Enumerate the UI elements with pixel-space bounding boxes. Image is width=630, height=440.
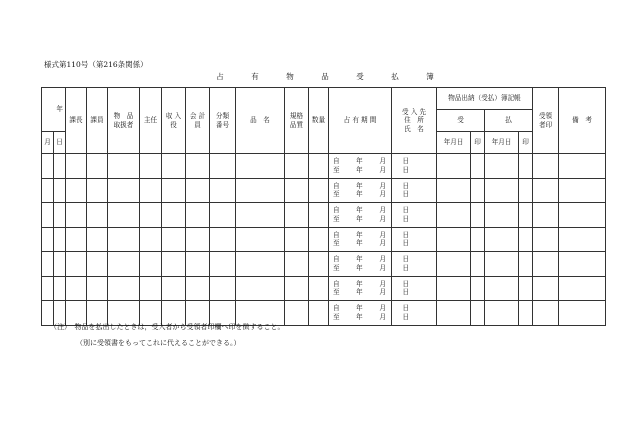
table-cell[interactable] [54, 178, 66, 203]
table-cell[interactable] [285, 227, 309, 252]
occupancy-period-cell[interactable] [329, 276, 415, 301]
receive-header: 受 [437, 110, 485, 132]
table-cell[interactable] [309, 203, 329, 228]
table-cell[interactable] [437, 178, 471, 203]
occupancy-period-cell[interactable] [329, 301, 415, 326]
period-to: 至 年 月 日 [333, 190, 415, 199]
table-cell[interactable] [559, 276, 606, 301]
table-cell[interactable] [54, 252, 66, 277]
table-cell[interactable] [162, 178, 186, 203]
table-cell[interactable] [471, 227, 485, 252]
table-cell[interactable] [485, 227, 519, 252]
table-cell[interactable] [210, 203, 236, 228]
table-cell[interactable] [533, 301, 559, 326]
table-cell[interactable] [533, 178, 559, 203]
table-cell[interactable] [42, 252, 54, 277]
table-row [42, 227, 606, 252]
table-cell[interactable] [533, 276, 559, 301]
table-cell[interactable] [140, 276, 162, 301]
table-cell[interactable] [162, 154, 186, 179]
table-cell[interactable] [162, 276, 186, 301]
table-cell[interactable] [108, 227, 140, 252]
table-cell[interactable] [42, 276, 54, 301]
occupancy-period-cell[interactable] [329, 178, 415, 203]
table-cell[interactable] [519, 227, 533, 252]
table-cell[interactable] [186, 252, 210, 277]
table-cell[interactable] [559, 178, 606, 203]
table-cell[interactable] [309, 276, 329, 301]
table-cell[interactable] [519, 276, 533, 301]
table-cell[interactable] [210, 252, 236, 277]
table-cell[interactable] [285, 178, 309, 203]
period-to: 至 年 月 日 [333, 165, 415, 174]
form-number: 様式第110号（第216条関係） [44, 60, 148, 69]
table-cell[interactable] [236, 203, 285, 228]
table-cell[interactable] [108, 154, 140, 179]
table-cell[interactable] [66, 154, 87, 179]
table-cell[interactable] [533, 203, 559, 228]
period-from: 自 年 月 日 [333, 206, 415, 215]
table-cell[interactable] [186, 227, 210, 252]
table-cell[interactable] [519, 178, 533, 203]
table-cell[interactable] [533, 252, 559, 277]
table-cell[interactable] [471, 301, 485, 326]
chief-header: 主任 [140, 88, 162, 154]
table-cell[interactable] [66, 178, 87, 203]
table-cell[interactable] [42, 178, 54, 203]
table-cell[interactable] [437, 154, 471, 179]
table-cell[interactable] [485, 276, 519, 301]
table-cell[interactable] [533, 227, 559, 252]
pay-seal-header: 印 [519, 132, 533, 154]
table-cell[interactable] [471, 276, 485, 301]
table-cell[interactable] [162, 203, 186, 228]
table-row [42, 178, 606, 203]
month-header: 月 [42, 132, 54, 154]
table-cell[interactable] [285, 154, 309, 179]
table-cell[interactable] [559, 252, 606, 277]
table-cell[interactable] [519, 301, 533, 326]
table-cell[interactable] [285, 252, 309, 277]
table-cell[interactable] [437, 203, 471, 228]
table-cell[interactable] [140, 252, 162, 277]
table-cell[interactable] [87, 252, 108, 277]
item-name-header: 品 名 [236, 88, 285, 154]
year-header: 年 [42, 88, 66, 132]
table-cell[interactable] [210, 276, 236, 301]
table-cell[interactable] [471, 203, 485, 228]
table-cell[interactable] [210, 178, 236, 203]
pay-date-header: 年月日 [485, 132, 519, 154]
table-cell[interactable] [186, 276, 210, 301]
page-title: 占 有 物 品 受 払 簿 [216, 72, 444, 81]
remarks-header: 備 考 [559, 88, 606, 154]
table-cell[interactable] [186, 203, 210, 228]
table-cell[interactable] [471, 178, 485, 203]
period-to: 至 年 月 日 [333, 263, 415, 272]
table-cell[interactable] [471, 154, 485, 179]
table-cell[interactable] [471, 252, 485, 277]
quantity-header: 数量 [309, 88, 329, 154]
ledger-table [41, 87, 606, 326]
staff-header: 課員 [87, 88, 108, 154]
table-cell[interactable] [309, 252, 329, 277]
table-cell[interactable] [559, 203, 606, 228]
table-cell[interactable] [42, 227, 54, 252]
table-cell[interactable] [54, 154, 66, 179]
receive-date-header: 年月日 [437, 132, 471, 154]
table-cell[interactable] [437, 227, 471, 252]
table-row [42, 252, 606, 277]
table-cell[interactable] [236, 276, 285, 301]
period-from: 自 年 月 日 [333, 255, 415, 264]
period-to: 至 年 月 日 [333, 239, 415, 248]
table-cell[interactable] [210, 227, 236, 252]
spec-header: 規格 品質 [285, 88, 309, 154]
table-cell[interactable] [66, 252, 87, 277]
table-cell[interactable] [236, 252, 285, 277]
table-cell[interactable] [437, 276, 471, 301]
period-from: 自 年 月 日 [333, 279, 415, 288]
table-cell[interactable] [485, 203, 519, 228]
table-cell[interactable] [559, 301, 606, 326]
table-cell[interactable] [309, 301, 329, 326]
table-cell[interactable] [66, 276, 87, 301]
table-cell[interactable] [162, 252, 186, 277]
period-from: 自 年 月 日 [333, 304, 415, 313]
table-cell[interactable] [309, 227, 329, 252]
table-cell[interactable] [309, 178, 329, 203]
table-row [42, 276, 606, 301]
table-cell[interactable] [108, 276, 140, 301]
pay-header: 払 [485, 110, 533, 132]
note-line-1: （注） 物品を払出したときは，受入者から受領者印欄へ印を徴すること。 [50, 323, 285, 331]
collection-header: 収 入 役 [162, 88, 186, 154]
table-cell[interactable] [285, 276, 309, 301]
table-cell[interactable] [485, 252, 519, 277]
ledger-group-header: 物品出納（受払）簿記帳 [437, 88, 533, 110]
occupancy-period-cell[interactable] [329, 252, 415, 277]
table-cell[interactable] [186, 154, 210, 179]
table-cell[interactable] [210, 154, 236, 179]
table-cell[interactable] [42, 154, 54, 179]
table-cell[interactable] [87, 178, 108, 203]
table-cell[interactable] [285, 203, 309, 228]
table-cell[interactable] [285, 301, 309, 326]
occupancy-period-cell[interactable] [329, 154, 415, 179]
table-cell[interactable] [485, 178, 519, 203]
table-cell[interactable] [54, 276, 66, 301]
period-from: 自 年 月 日 [333, 181, 415, 190]
table-cell[interactable] [309, 154, 329, 179]
period-from: 自 年 月 日 [333, 230, 415, 239]
table-cell[interactable] [162, 227, 186, 252]
table-cell[interactable] [140, 203, 162, 228]
period-to: 至 年 月 日 [333, 214, 415, 223]
table-cell[interactable] [87, 276, 108, 301]
table-cell[interactable] [66, 227, 87, 252]
table-cell[interactable] [485, 301, 519, 326]
table-cell[interactable] [437, 252, 471, 277]
table-cell[interactable] [140, 227, 162, 252]
table-cell[interactable] [485, 154, 519, 179]
accounting-header: 会 計 員 [186, 88, 210, 154]
occupancy-period-cell[interactable] [329, 203, 415, 228]
table-cell[interactable] [533, 154, 559, 179]
period-from: 自 年 月 日 [333, 157, 415, 166]
table-cell[interactable] [54, 203, 66, 228]
table-cell[interactable] [54, 227, 66, 252]
receive-seal-header: 印 [471, 132, 485, 154]
table-cell[interactable] [87, 227, 108, 252]
period-to: 至 年 月 日 [333, 312, 415, 321]
table-cell[interactable] [236, 227, 285, 252]
table-cell[interactable] [87, 203, 108, 228]
table-cell[interactable] [66, 203, 87, 228]
table-cell[interactable] [519, 252, 533, 277]
note-line-2: （別に受領書をもってこれに代えることができる。） [76, 339, 241, 347]
occupancy-period-cell[interactable] [329, 227, 415, 252]
handler-header: 物 品 取扱者 [108, 88, 140, 154]
table-cell[interactable] [236, 178, 285, 203]
table-cell[interactable] [559, 154, 606, 179]
period-to: 至 年 月 日 [333, 288, 415, 297]
receiver-seal-header: 受領 者印 [533, 88, 559, 154]
table-cell[interactable] [108, 203, 140, 228]
table-cell[interactable] [519, 203, 533, 228]
classification-header: 分類 番号 [210, 88, 236, 154]
table-cell[interactable] [186, 178, 210, 203]
table-cell[interactable] [437, 301, 471, 326]
table-cell[interactable] [108, 252, 140, 277]
section-chief-header: 課長 [66, 88, 87, 154]
table-cell[interactable] [559, 227, 606, 252]
table-cell[interactable] [519, 154, 533, 179]
recipient-header: 受 入 先 住 所 氏 名 [392, 88, 437, 154]
table-cell[interactable] [42, 203, 54, 228]
table-cell[interactable] [140, 178, 162, 203]
table-cell[interactable] [87, 154, 108, 179]
table-cell[interactable] [108, 178, 140, 203]
table-cell[interactable] [236, 154, 285, 179]
occupancy-period-header: 占 有 期 間 [329, 88, 392, 154]
table-row [42, 154, 606, 179]
table-cell[interactable] [140, 154, 162, 179]
table-row [42, 203, 606, 228]
day-header: 日 [54, 132, 66, 154]
